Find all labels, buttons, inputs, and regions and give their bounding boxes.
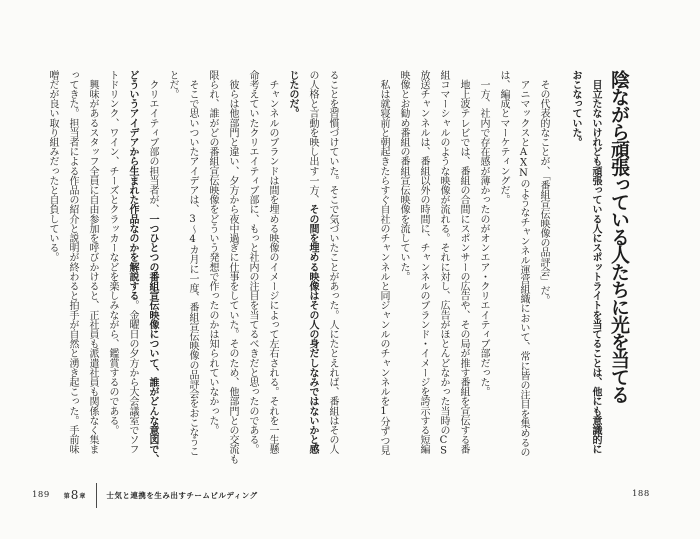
text-column: 命考えていたクリエイティブ部に、もっと社内の注目を当てるべきだと思ったのである。: [247, 70, 258, 455]
text-column: は、編成とマーケティングだ。: [498, 70, 509, 205]
chapter-suffix: 章: [79, 492, 86, 500]
text-column: 地上波テレビでは、番組の合間にスポンサーの広告や、その局が推す番組を宣伝する番: [458, 70, 469, 455]
text-column: 興味があるスタッフ全員に自由参加を呼びかけると、正社員も派遣社員も関係なく集ま: [87, 70, 98, 455]
page-number-189: 189: [32, 490, 50, 500]
text-column: とだ。: [167, 70, 178, 99]
body-columns-right: [373, 70, 553, 478]
text-column: チャンネルのブランドは間を埋める映像のイメージによって左右される。それを一生懸: [267, 70, 278, 455]
text-column: 組コマーシャルのような映像が流れる。それに対し、広告がほとんどなかった当時のCS: [438, 70, 449, 457]
text-column: 彼らは他部門と違い、夕方から夜中過ぎに仕事をしていた。そのため、他部門との交流も: [227, 70, 238, 464]
text-column: そこで思いついたアイデアは、3〜4カ月に一度、番組宣伝映像の品評会をおこなうこ: [187, 70, 198, 457]
lead-paragraph: [565, 70, 605, 478]
text-column: ることを習慣づけていた。そこで気づいたことがあった。人にたとえれば、番組はその人: [327, 70, 338, 455]
footer-divider: [96, 483, 97, 508]
text-column: 放送チャンネルは、番組以外の時間に、チャンネルのブランド・イメージを誇示する短編: [418, 70, 429, 455]
text-column: 目立たないけれども頑張っている人にスポットライトを当てることは、他にも意識的に: [590, 70, 601, 455]
chapter-number: 8: [70, 488, 79, 502]
text-column: おこなっていた。: [570, 70, 581, 147]
text-column: ってきた。担当者による作品の紹介と説明が終わると拍手が自然と湧き起こった。手前味: [67, 70, 78, 455]
text-column: の人格と言動を映し出す一方、その間を埋める映像はその人の身だしなみではないかと感: [307, 70, 318, 455]
text-column: 限られ、誰がどの番組宣伝映像をどういう発想で作ったのかは知られていなかった。: [207, 70, 218, 435]
chapter-prefix: 第: [63, 492, 70, 500]
text-column: 一方、社内で存在感が薄かったのがオンエア・クリエイティブ部だった。: [478, 70, 489, 397]
page-189-text: [42, 70, 342, 478]
text-column: その代表的なことが、「番組宣伝映像の品評会」だ。: [538, 70, 549, 306]
chapter-title: 士気と連携を生み出すチームビルディング: [106, 490, 258, 500]
left-footer: [32, 482, 258, 508]
text-column: じたのだ。: [287, 70, 298, 119]
text-column: 映像とお勧め番組の番組宣伝映像を流していた。: [398, 70, 409, 282]
body-columns-left: [42, 70, 342, 478]
section-title: 陰ながら頑張っている人たちに光を当てる: [608, 70, 630, 403]
text-column: 私は就寝前と朝起きたらすぐ自社のチャンネルと同ジャンルのチャンネルを1分ずつ見: [378, 70, 389, 456]
text-column: どういうアイデアから生まれた作品なのかを解説する。金曜日の夕方から大会議室でソフ: [127, 70, 138, 455]
text-column: アニマックスとAXNのようなチャンネル運営組織において、常に皆の注目を集めるの: [518, 70, 529, 458]
text-column: クリエイティブ部の担当者が、一つひとつの番組宣伝映像について、誰がどんな意図で、: [147, 70, 158, 464]
chapter-badge: [64, 488, 86, 502]
page-number-188: 188: [632, 489, 650, 499]
text-column: トドリンク、ワイン、チーズとクラッカーなどを楽しみながら、鑑賞するのである。: [107, 70, 118, 435]
text-column: 噌だが良い取り組みだったと自負している。: [47, 70, 58, 263]
page-188-text: [373, 70, 660, 478]
